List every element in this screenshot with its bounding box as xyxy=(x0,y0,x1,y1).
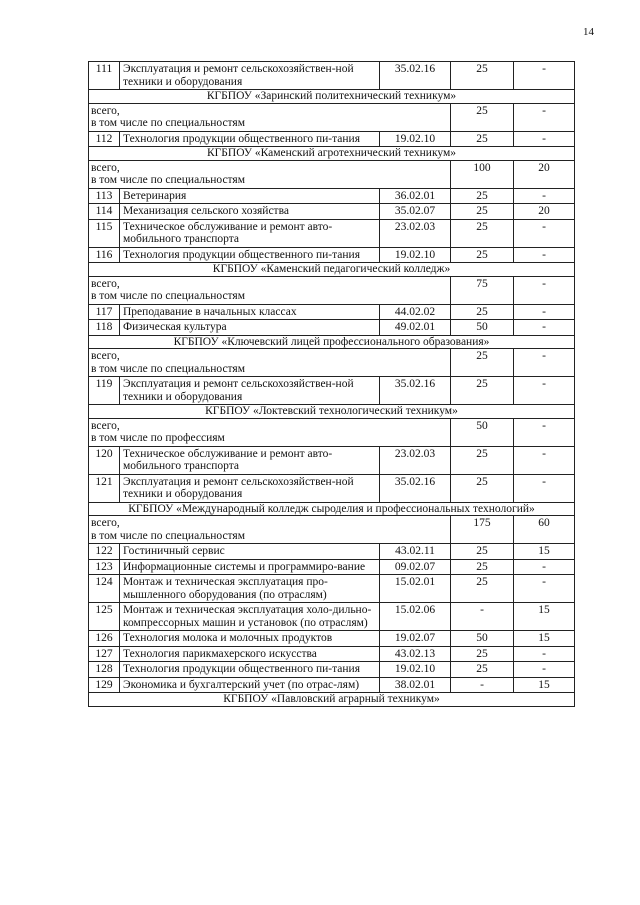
total-value-1: 75 xyxy=(451,276,514,304)
table-row xyxy=(89,646,575,662)
specialty-code: 09.02.07 xyxy=(380,559,451,575)
total-label-line: всего, xyxy=(91,419,120,432)
quota-value-2: - xyxy=(514,662,575,678)
institution-header-row xyxy=(89,90,575,104)
quota-value-2: 20 xyxy=(514,204,575,220)
quota-value-2: - xyxy=(514,247,575,263)
quota-value-1: 25 xyxy=(451,662,514,678)
table-row xyxy=(89,677,575,693)
quota-value-1: 25 xyxy=(451,247,514,263)
specialty-name: Монтаж и техническая эксплуатация холо-дильно-компрессорных машин и установок (по отраслям) xyxy=(120,603,380,631)
specialty-name: Технология продукции общественного пи-тания xyxy=(120,131,380,147)
total-row xyxy=(89,349,575,377)
total-label-subline: в том числе по специальностям xyxy=(91,174,245,186)
table-row xyxy=(89,575,575,603)
specialty-name: Механизация сельского хозяйства xyxy=(120,204,380,220)
total-value-2: - xyxy=(514,418,575,446)
total-value-2: 60 xyxy=(514,516,575,544)
institution-name: КГБПОУ «Международный колледж сыроделия и профессиональных технологий» xyxy=(89,502,575,516)
row-number: 111 xyxy=(89,62,120,90)
quota-value-2: - xyxy=(514,575,575,603)
total-row xyxy=(89,160,575,188)
quota-value-1: 25 xyxy=(451,219,514,247)
total-value-1: 25 xyxy=(451,103,514,131)
row-number: 128 xyxy=(89,662,120,678)
row-number: 124 xyxy=(89,575,120,603)
institution-header-row xyxy=(89,335,575,349)
quota-value-2: - xyxy=(514,62,575,90)
quota-value-2: 15 xyxy=(514,631,575,647)
quota-value-1: 25 xyxy=(451,204,514,220)
row-number: 119 xyxy=(89,377,120,405)
row-number: 126 xyxy=(89,631,120,647)
table-row xyxy=(89,247,575,263)
specialty-code: 23.02.03 xyxy=(380,219,451,247)
table-row xyxy=(89,219,575,247)
quota-value-1: 25 xyxy=(451,559,514,575)
total-value-2: - xyxy=(514,103,575,131)
table-row xyxy=(89,446,575,474)
total-label-subline: в том числе по специальностям xyxy=(91,529,245,542)
institution-name: КГБПОУ «Каменский агротехнический техникум» xyxy=(89,147,575,161)
total-row xyxy=(89,276,575,304)
quota-value-2: - xyxy=(514,188,575,204)
total-label xyxy=(89,349,451,377)
specialty-name: Гостиничный сервис xyxy=(120,544,380,560)
total-value-1: 25 xyxy=(451,349,514,377)
specialty-code: 35.02.16 xyxy=(380,474,451,502)
table-row xyxy=(89,204,575,220)
specialty-code: 19.02.10 xyxy=(380,662,451,678)
row-number: 112 xyxy=(89,131,120,147)
total-value-2: - xyxy=(514,276,575,304)
specialty-name: Эксплуатация и ремонт сельскохозяйствен-ной техники и оборудования xyxy=(120,62,380,90)
quota-value-2: 15 xyxy=(514,677,575,693)
specialty-name: Эксплуатация и ремонт сельскохозяйствен-ной техники и оборудования xyxy=(120,377,380,405)
table-row xyxy=(89,631,575,647)
table-row xyxy=(89,474,575,502)
specialty-name: Техническое обслуживание и ремонт авто-мобильного транспорта xyxy=(120,446,380,474)
specialty-name: Физическая культура xyxy=(120,320,380,336)
specialty-name: Технология парикмахерского искусства xyxy=(120,646,380,662)
table-row xyxy=(89,320,575,336)
row-number: 115 xyxy=(89,219,120,247)
quota-value-1: 25 xyxy=(451,544,514,560)
total-value-2: 20 xyxy=(514,160,575,188)
total-label-subline: в том числе по специальностям xyxy=(91,362,245,375)
row-number: 120 xyxy=(89,446,120,474)
quota-value-1: 25 xyxy=(451,62,514,90)
institution-name: КГБПОУ «Локтевский технологический техникум» xyxy=(89,405,575,419)
total-label-line: всего, xyxy=(91,350,120,362)
total-label-subline: в том числе по профессиям xyxy=(91,432,225,444)
table-row xyxy=(89,188,575,204)
specialty-name: Эксплуатация и ремонт сельскохозяйствен-ной техники и оборудования xyxy=(120,474,380,502)
institution-name: КГБПОУ «Каменский педагогический колледж» xyxy=(89,263,575,277)
specialty-code: 15.02.01 xyxy=(380,575,451,603)
total-label xyxy=(89,160,451,188)
quota-value-1: 25 xyxy=(451,446,514,474)
row-number: 114 xyxy=(89,204,120,220)
quota-value-2: - xyxy=(514,304,575,320)
table-row xyxy=(89,62,575,90)
institution-header-row xyxy=(89,693,575,707)
specialty-code: 38.02.01 xyxy=(380,677,451,693)
quota-value-1: 25 xyxy=(451,131,514,147)
total-value-2: - xyxy=(514,349,575,377)
total-label xyxy=(89,418,451,446)
admission-plan-table xyxy=(88,61,575,707)
total-label-line: всего, xyxy=(91,161,120,174)
table-row xyxy=(89,662,575,678)
quota-value-2: - xyxy=(514,219,575,247)
row-number: 129 xyxy=(89,677,120,693)
quota-value-1: 50 xyxy=(451,631,514,647)
specialty-name: Технология продукции общественного пи-тания xyxy=(120,662,380,678)
specialty-name: Технология молока и молочных продуктов xyxy=(120,631,380,647)
table-row xyxy=(89,603,575,631)
specialty-name: Ветеринария xyxy=(120,188,380,204)
quota-value-1: 50 xyxy=(451,320,514,336)
specialty-name: Информационные системы и программиро-вание xyxy=(120,559,380,575)
total-label-line: всего, xyxy=(91,277,120,290)
specialty-code: 35.02.07 xyxy=(380,204,451,220)
table-body xyxy=(89,62,575,707)
total-label xyxy=(89,516,451,544)
institution-header-row xyxy=(89,502,575,516)
row-number: 113 xyxy=(89,188,120,204)
quota-value-2: 15 xyxy=(514,603,575,631)
institution-header-row xyxy=(89,405,575,419)
total-value-1: 50 xyxy=(451,418,514,446)
row-number: 121 xyxy=(89,474,120,502)
specialty-name: Монтаж и техническая эксплуатация про-мышленного оборудования (по отраслям) xyxy=(120,575,380,603)
row-number: 125 xyxy=(89,603,120,631)
total-value-1: 175 xyxy=(451,516,514,544)
table-row xyxy=(89,559,575,575)
quota-value-1: 25 xyxy=(451,474,514,502)
table-row xyxy=(89,304,575,320)
specialty-name: Технология продукции общественного пи-тания xyxy=(120,247,380,263)
quota-value-1: - xyxy=(451,677,514,693)
total-label-subline: в том числе по специальностям xyxy=(91,290,245,302)
row-number: 116 xyxy=(89,247,120,263)
quota-value-1: 25 xyxy=(451,188,514,204)
quota-value-2: - xyxy=(514,474,575,502)
table-row xyxy=(89,544,575,560)
specialty-code: 44.02.02 xyxy=(380,304,451,320)
row-number: 123 xyxy=(89,559,120,575)
specialty-code: 15.02.06 xyxy=(380,603,451,631)
quota-value-2: - xyxy=(514,646,575,662)
total-label-line: всего, xyxy=(91,517,120,529)
institution-name: КГБПОУ «Павловский аграрный техникум» xyxy=(89,693,575,707)
total-label-subline: в том числе по специальностям xyxy=(91,117,245,129)
quota-value-2: 15 xyxy=(514,544,575,560)
row-number: 122 xyxy=(89,544,120,560)
specialty-code: 43.02.11 xyxy=(380,544,451,560)
total-row xyxy=(89,516,575,544)
institution-name: КГБПОУ «Ключевский лицей профессионального образования» xyxy=(89,335,575,349)
total-label-line: всего, xyxy=(91,104,120,117)
quota-value-2: - xyxy=(514,377,575,405)
quota-value-1: 25 xyxy=(451,646,514,662)
quota-value-2: - xyxy=(514,131,575,147)
quota-value-1: 25 xyxy=(451,575,514,603)
quota-value-1: 25 xyxy=(451,304,514,320)
institution-header-row xyxy=(89,263,575,277)
institution-header-row xyxy=(89,147,575,161)
quota-value-2: - xyxy=(514,446,575,474)
quota-value-1: - xyxy=(451,603,514,631)
row-number: 117 xyxy=(89,304,120,320)
specialty-code: 19.02.10 xyxy=(380,131,451,147)
specialty-name: Экономика и бухгалтерский учет (по отрас-лям) xyxy=(120,677,380,693)
specialty-code: 19.02.07 xyxy=(380,631,451,647)
table-row xyxy=(89,377,575,405)
total-label xyxy=(89,103,451,131)
institution-name: КГБПОУ «Заринский политехнический техникум» xyxy=(89,90,575,104)
total-row xyxy=(89,418,575,446)
table-row xyxy=(89,131,575,147)
specialty-code: 23.02.03 xyxy=(380,446,451,474)
total-row xyxy=(89,103,575,131)
total-value-1: 100 xyxy=(451,160,514,188)
specialty-code: 19.02.10 xyxy=(380,247,451,263)
quota-value-1: 25 xyxy=(451,377,514,405)
page-number: 14 xyxy=(583,26,594,38)
row-number: 118 xyxy=(89,320,120,336)
row-number: 127 xyxy=(89,646,120,662)
specialty-code: 35.02.16 xyxy=(380,62,451,90)
specialty-code: 49.02.01 xyxy=(380,320,451,336)
specialty-code: 36.02.01 xyxy=(380,188,451,204)
quota-value-2: - xyxy=(514,559,575,575)
specialty-code: 43.02.13 xyxy=(380,646,451,662)
quota-value-2: - xyxy=(514,320,575,336)
total-label xyxy=(89,276,451,304)
specialty-name: Техническое обслуживание и ремонт авто-мобильного транспорта xyxy=(120,219,380,247)
specialty-name: Преподавание в начальных классах xyxy=(120,304,380,320)
specialty-code: 35.02.16 xyxy=(380,377,451,405)
